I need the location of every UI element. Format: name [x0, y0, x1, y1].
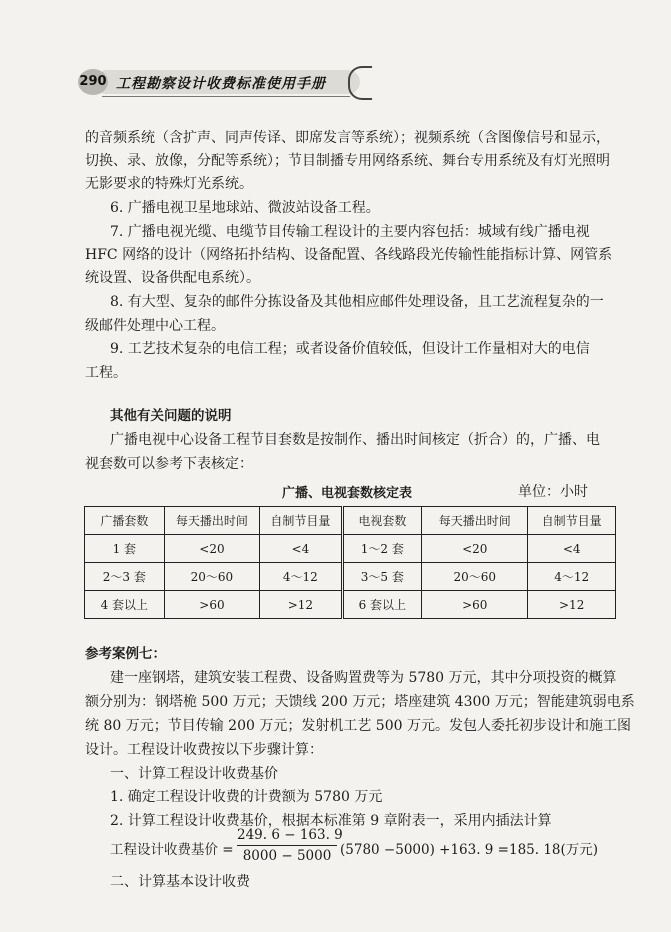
table-cell: >60: [422, 591, 528, 619]
step-line: 一、计算工程设计收费基价: [110, 766, 278, 782]
table-cell: <20: [164, 535, 260, 563]
fraction-bar: [237, 845, 337, 846]
table-caption: 广播、电视套数核定表: [282, 486, 413, 501]
table-cell: 20～60: [422, 563, 528, 591]
body-line: 统 80 万元；节目传输 200 万元；发射机工艺 500 万元。发包人委托初步设计和施工图: [85, 718, 631, 734]
table-cell: >60: [164, 591, 260, 619]
body-line: 8. 有大型、复杂的邮件分拣设备及其他相应邮件处理设备，且工艺流程复杂的一: [110, 294, 604, 310]
body-line: 无影要求的特殊灯光系统。: [85, 176, 253, 192]
body-line: 建一座钢塔，建筑安装工程费、设备购置费等为 5780 万元，其中分项投资的概算: [110, 670, 617, 686]
table-header-cell: 自制节目量: [528, 507, 616, 535]
table-cell: 4～12: [260, 563, 342, 591]
table-cell: 6 套以上: [342, 591, 422, 619]
step-line: 二、计算基本设计收费: [110, 874, 250, 890]
case-heading: 参考案例七：: [85, 646, 166, 662]
formula-fraction: [237, 826, 343, 865]
table-cell: <4: [260, 535, 342, 563]
step-line: 2. 计算工程设计收费基价，根据本标准第 9 章附表一，采用内插法计算: [110, 813, 552, 829]
table-cell: 1 套: [85, 535, 165, 563]
fraction-numerator: 249. 6 − 163. 9: [237, 827, 343, 843]
table-header-row: [85, 507, 616, 535]
header-divider: [102, 96, 350, 97]
page-number: 290: [78, 69, 108, 95]
table-unit: 单位：小时: [518, 484, 588, 500]
table-cell: >12: [260, 591, 342, 619]
table-cell: 1～2 套: [342, 535, 422, 563]
table-row: [85, 563, 616, 591]
table-header-cell: 广播套数: [85, 507, 165, 535]
body-line: 的音频系统（含扩声、同声传译、即席发言等系统）；视频系统（含图像信号和显示，: [85, 130, 610, 146]
fraction-denominator: 8000 − 5000: [242, 848, 332, 864]
table-cell: 3～5 套: [342, 563, 422, 591]
body-line: 级邮件处理中心工程。: [85, 318, 225, 334]
table-header-cell: 电视套数: [342, 507, 422, 535]
running-header: [78, 66, 378, 100]
table-cell: <20: [422, 535, 528, 563]
broadcast-count-table: [84, 506, 616, 619]
table-row: [85, 535, 616, 563]
table-cell: >12: [528, 591, 616, 619]
book-title: 工程勘察设计收费标准使用手册: [116, 76, 326, 92]
body-line: 工程。: [85, 365, 127, 381]
body-line: 9. 工艺技术复杂的电信工程；或者设备价值较低，但设计工作量相对大的电信: [110, 341, 590, 357]
table-header-cell: 每天播出时间: [164, 507, 260, 535]
body-line: 切换、录、放像，分配等系统）；节目制播专用网络系统、舞台专用系统及有灯光照明: [85, 153, 610, 169]
body-line: 广播电视中心设备工程节目套数是按制作、播出时间核定（折合）的，广播、电: [110, 432, 600, 448]
table-cell: 4～12: [528, 563, 616, 591]
body-line: 6. 广播电视卫星地球站、微波站设备工程。: [110, 200, 380, 216]
section-heading: 其他有关问题的说明: [110, 408, 232, 424]
table-cell: 20～60: [164, 563, 260, 591]
table-header-cell: 每天播出时间: [422, 507, 528, 535]
formula-label: 工程设计收费基价 =: [110, 842, 234, 858]
formula-result: (5780 −5000) +163. 9 =185. 18(万元): [340, 842, 599, 858]
body-line: 7. 广播电视光缆、电缆节目传输工程设计的主要内容包括：城域有线广播电视: [110, 224, 590, 240]
table-cell: 2～3 套: [85, 563, 165, 591]
body-line: 额分别为：钢塔桅 500 万元；天馈线 200 万元；塔座建筑 4300 万元；智能建筑弱电系: [85, 694, 635, 710]
step-line: 1. 确定工程设计收费的计费额为 5780 万元: [110, 789, 383, 805]
body-line: 视套数可以参考下表核定：: [85, 456, 253, 472]
table-row: [85, 591, 616, 619]
table-cell: 4 套以上: [85, 591, 165, 619]
table-cell: <4: [528, 535, 616, 563]
table-header-cell: 自制节目量: [260, 507, 342, 535]
body-line: 设计。工程设计收费按以下步骤计算：: [85, 742, 323, 758]
body-line: HFC 网络的设计（网络拓扑结构、设备配置、各线路段光传输性能指标计算、网管系: [85, 247, 613, 263]
header-ornament: [348, 66, 372, 100]
body-line: 统设置、设备供配电系统）。: [85, 270, 260, 286]
